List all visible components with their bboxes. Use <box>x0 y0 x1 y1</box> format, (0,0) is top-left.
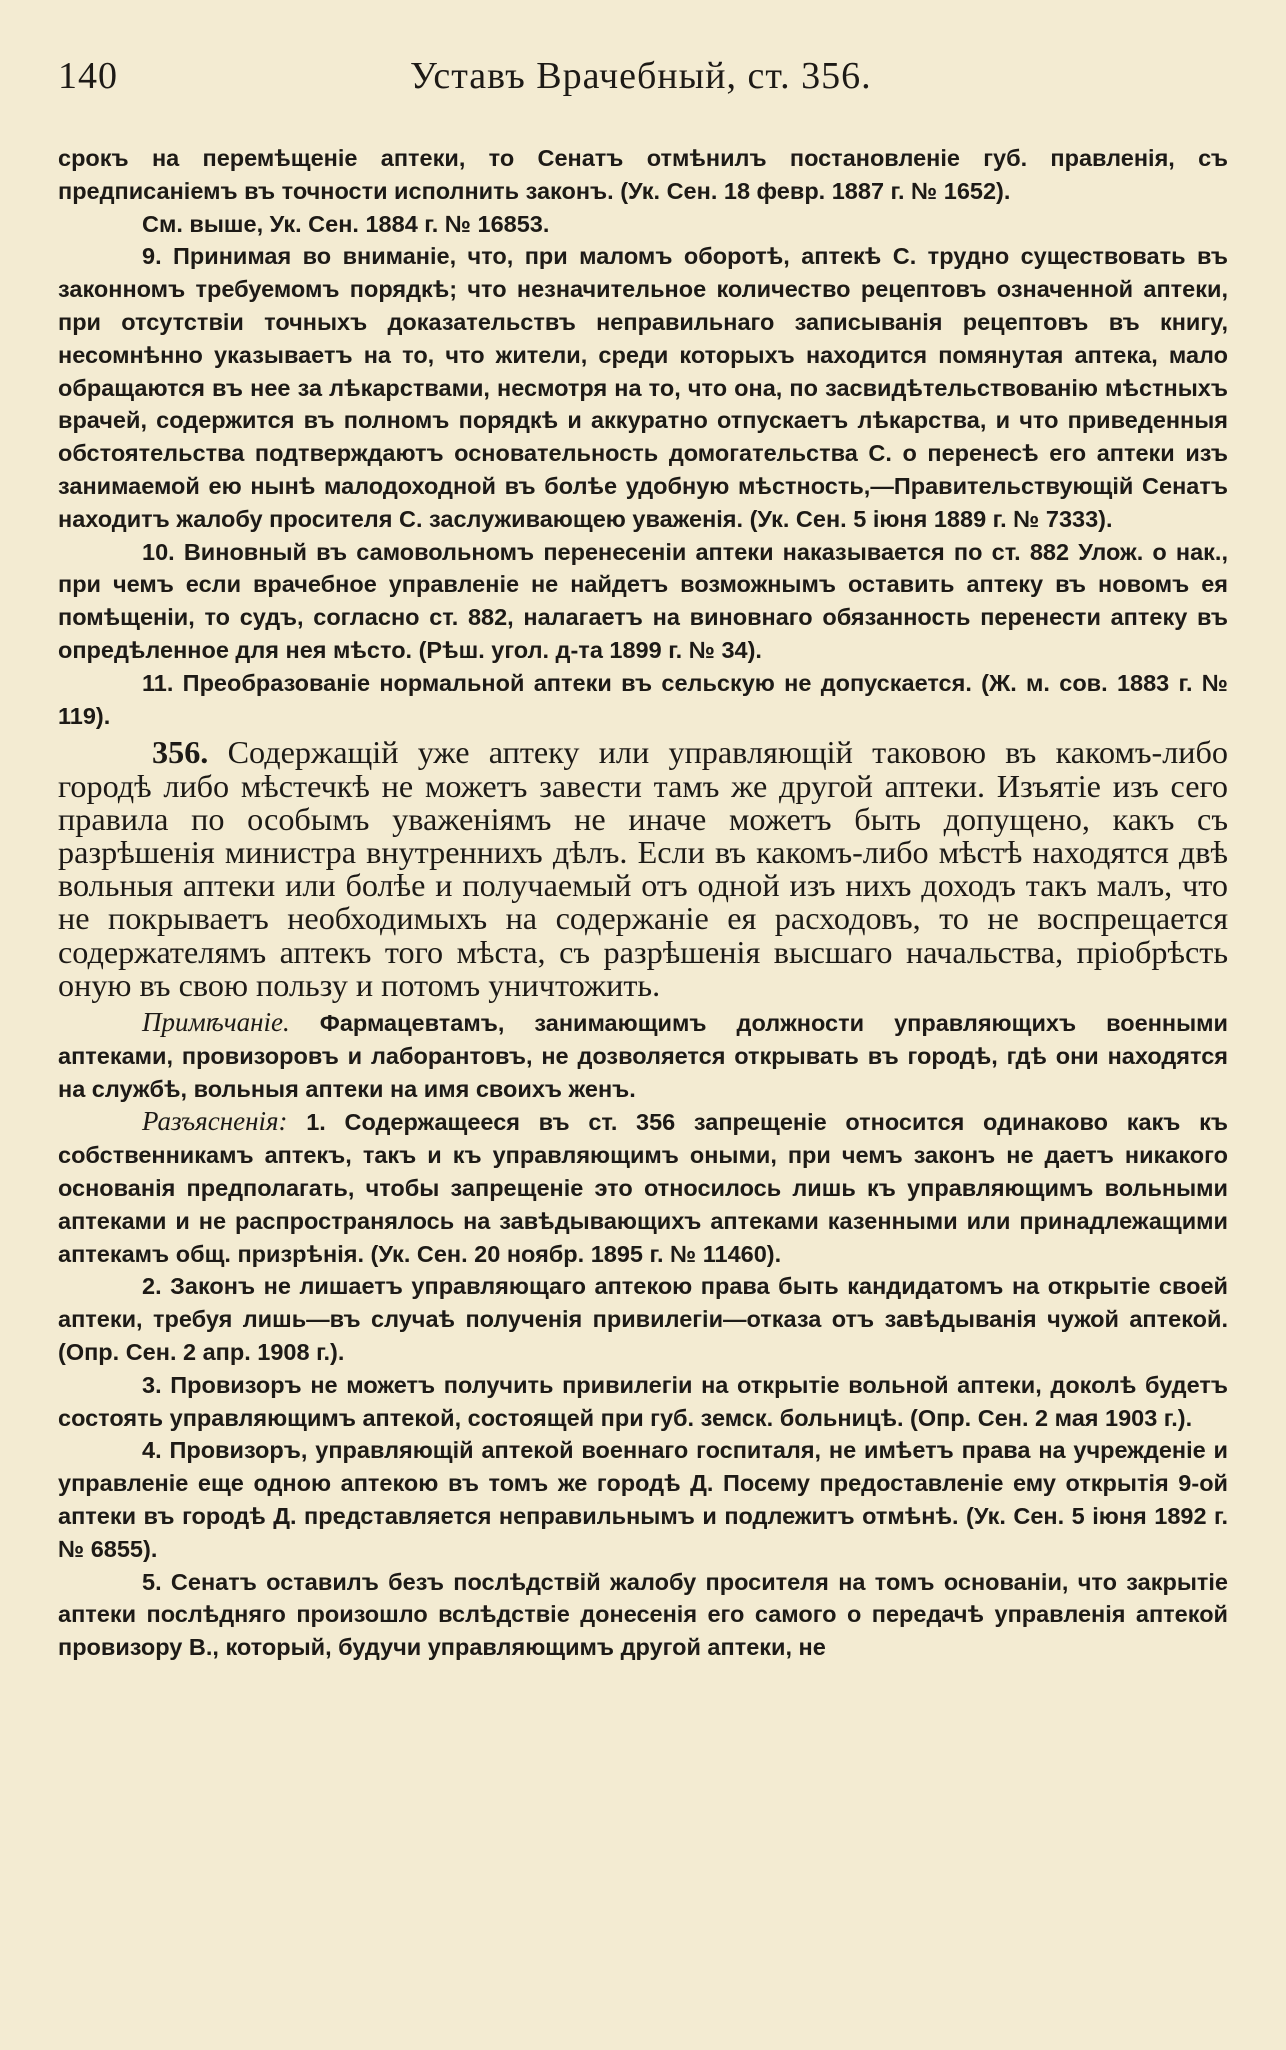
item-9-paragraph: 9. Принимая во вниманіе, что, при маломъ оборотѣ, аптекѣ С. трудно существовать въ законномъ требуемомъ порядкѣ; что незначительное количество рецептовъ означенной аптеки, при отсутствіи точныхъ доказательствъ неправильнаго записыванія рецептовъ въ книгу, несомнѣнно указываетъ на то, что жители, среди которыхъ находится помянутая аптека, мало обращаются въ нее за лѣкарствами, несмотря на то, что она, по засвидѣтельствованію мѣстныхъ врачей, содержится въ полномъ порядкѣ и аккуратно отпускаетъ лѣкарства, и что приведенныя обстоятельства подтверждаютъ основательность домогательства С. о перенесѣ его аптеки изъ занимаемой ею нынѣ малодоходной въ болѣе удобную мѣстность,—Правительствующій Сенатъ находитъ жалобу просителя С. заслуживающею уваженія. (Ук. Сен. 5 іюня 1889 г. № 7333). <box>58 243 1228 532</box>
explanation-1-text: 1. Содержащееся въ ст. 356 запрещеніе относится одинаково какъ къ собственникамъ аптекъ, такъ и къ управляющимъ оными, при чемъ законъ не даетъ никакого основанія предполагать, чтобы запрещеніе это относилось лишь къ управляющимъ вольными аптеками и не распространялось на завѣдывающихъ аптеками казенными или принадлежащими аптекамъ общ. призрѣнія. (Ук. Сен. 20 ноябр. 1895 г. № 11460). <box>58 1109 1228 1267</box>
continuation-paragraph: срокъ на перемѣщеніе аптеки, то Сенатъ отмѣнилъ постановленіе губ. правленія, съ предписаніемъ въ точности исполнить законъ. (Ук. Сен. 18 февр. 1887 г. № 1652). <box>58 145 1228 204</box>
article-text: Содержащій уже аптеку или управляющій таковою въ какомъ-либо городѣ либо мѣстечкѣ не можетъ завести тамъ же другой аптеки. Изъятіе изъ сего правила по особымъ уваженіямъ не иначе можетъ быть допущено, какъ съ разрѣшенія министра внутреннихъ дѣлъ. Если въ какомъ-либо мѣстѣ находятся двѣ вольныя аптеки или болѣе и получаемый отъ одной изъ нихъ доходъ такъ малъ, что не покрываетъ необходимыхъ на содержаніе ея расходовъ, то не воспрещается содержателямъ аптекъ того мѣста, съ разрѣшенія высшаго начальства, пріобрѣсть оную въ свою пользу и потомъ уничтожить. <box>58 734 1228 1003</box>
explanation-3-paragraph: 3. Провизоръ не можетъ получить привилегіи на открытіе вольной аптеки, доколѣ будетъ состоять управляющимъ аптекой, состоящей при губ. земск. больницѣ. (Опр. Сен. 2 мая 1903 г.). <box>58 1371 1228 1431</box>
page <box>58 54 1228 1664</box>
article-356 <box>58 736 1228 1002</box>
explanation-2-paragraph: 2. Законъ не лишаетъ управляющаго аптекою права быть кандидатомъ на открытіе своей аптеки, требуя лишь—въ случаѣ полученія привилегіи—отказа отъ завѣдыванія чужой аптекой. (Опр. Сен. 2 апр. 1908 г.). <box>58 1273 1228 1365</box>
explanation-5-paragraph: 5. Сенатъ оставилъ безъ послѣдствій жалобу просителя на томъ основаніи, что закрытіе аптеки послѣдняго произошло вслѣдствіе донесенія его самого о передачѣ управленія аптекой провизору В., который, будучи управляющимъ другой аптеки, не <box>58 1568 1228 1661</box>
page-header <box>58 54 1228 110</box>
article-number: 356. <box>152 734 209 771</box>
note-label: Примѣчаніе. <box>142 1006 290 1037</box>
commentary-top <box>58 142 1228 732</box>
page-number: 140 <box>58 55 118 97</box>
explanation-4-paragraph: 4. Провизоръ, управляющій аптекой военнаго госпиталя, не имѣетъ права на учрежденіе и управленіе еще одною аптекою въ томъ же городѣ Д. Посему предоставленіе ему открытія 9-ой аптеки въ городѣ Д. представляется неправильнымъ и подлежитъ отмѣнѣ. (Ук. Сен. 5 іюня 1892 г. № 6855). <box>58 1437 1228 1562</box>
running-title: Уставъ Врачебный, ст. 356. <box>410 55 872 97</box>
note-text: Фармацевтамъ, занимающимъ должности управляющихъ военными аптеками, провизоровъ и лаборантовъ, не дозволяется открывать въ городѣ, гдѣ они находятся на службѣ, вольныя аптеки на имя своихъ женъ. <box>58 1009 1228 1102</box>
note-paragraph <box>58 1006 1228 1105</box>
item-11-paragraph: 11. Преобразованіе нормальной аптеки въ сельскую не допускается. (Ж. м. сов. 1883 г. № 119). <box>58 669 1228 729</box>
see-above-reference: См. выше, Ук. Сен. 1884 г. № 16853. <box>142 210 550 237</box>
item-10-paragraph: 10. Виновный въ самовольномъ перенесеніи аптеки наказывается по ст. 882 Улож. о нак., при чемъ если врачебное управленіе не найдетъ возможнымъ оставить аптеку въ новомъ ея помѣщеніи, то судъ, согласно ст. 882, налагаетъ на виновнаго обязанность перенести аптеку въ опредѣленное для нея мѣсто. (Рѣш. угол. д-та 1899 г. № 34). <box>58 538 1228 663</box>
explanations-label: Разъясненія: <box>142 1106 288 1137</box>
explanation-1-paragraph <box>58 1105 1228 1270</box>
commentary-bottom <box>58 1006 1228 1664</box>
